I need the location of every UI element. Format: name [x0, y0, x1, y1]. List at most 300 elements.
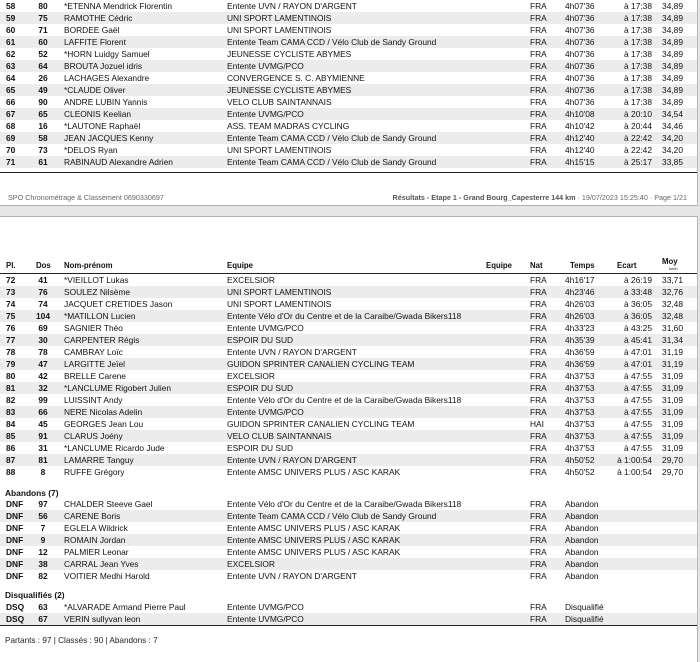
- cell-nat: FRA: [530, 73, 547, 83]
- cell-moy: 31,09: [662, 395, 683, 405]
- cell-pl: 72: [6, 275, 16, 285]
- cell-eq: ESPOIR DU SUD: [227, 443, 294, 453]
- cell-nom: RUFFE Grégory: [64, 467, 125, 477]
- cell-eq: VELO CLUB SAINTANNAIS: [227, 97, 332, 107]
- footer-date-page: · 19/07/2023 15:25:40 · Page 1/21: [575, 193, 687, 202]
- cell-ecart: à 33:48: [624, 287, 652, 297]
- table-row: [0, 358, 697, 370]
- cell-temps: 4h33'23: [565, 323, 595, 333]
- table-row: [0, 132, 697, 144]
- cell-nom: EGLELA Wildrick: [64, 523, 128, 533]
- cell-eq: Entente UVMG/PCO: [227, 323, 304, 333]
- cell-nom: *LANCLUME Ricardo Jude: [64, 443, 165, 453]
- cell-moy: 31,09: [662, 407, 683, 417]
- cell-eq: Entente Team CAMA CCD / Vélo Club de Sandy Ground: [227, 157, 437, 167]
- footer-page-info: [393, 192, 687, 204]
- cell-ecart: à 26:19: [624, 275, 652, 285]
- cell-eq: Entente AMSC UNIVERS PLUS / ASC KARAK: [227, 523, 401, 533]
- cell-ecart: à 17:38: [624, 49, 652, 59]
- cell-pl: 80: [6, 371, 16, 381]
- table-row: [0, 84, 697, 96]
- cell-temps: 4h07'36: [565, 13, 595, 23]
- cell-nat: FRA: [530, 547, 547, 557]
- cell-temps: 4h07'36: [565, 97, 595, 107]
- table-row: [0, 346, 697, 358]
- cell-pl: DNF: [6, 523, 24, 533]
- cell-temps: 4h37'53: [565, 431, 595, 441]
- cell-pl: DNF: [6, 547, 24, 557]
- cell-eq: Entente UVN / RAYON D'ARGENT: [227, 347, 357, 357]
- page-footer: [0, 192, 697, 204]
- cell-pl: 85: [6, 431, 16, 441]
- table-row: [0, 546, 697, 558]
- cell-dos: 66: [38, 407, 48, 417]
- cell-temps: 4h15'15: [565, 157, 595, 167]
- cell-eq: Entente UVMG/PCO: [227, 109, 304, 119]
- cell-moy: 34,20: [662, 133, 683, 143]
- table-row: [0, 36, 697, 48]
- cell-moy: 31,09: [662, 431, 683, 441]
- table-header: [0, 258, 697, 274]
- cell-dos: 99: [38, 395, 48, 405]
- cell-nom: VOITIER Medhi Harold: [64, 571, 150, 581]
- cell-nat: FRA: [530, 335, 547, 345]
- cell-nom: CAMBRAY Loïc: [64, 347, 123, 357]
- cell-temps: Abandon: [565, 511, 599, 521]
- cell-dos: 16: [38, 121, 48, 131]
- cell-moy: 29,70: [662, 455, 683, 465]
- cell-eq: Entente UVN / RAYON D'ARGENT: [227, 571, 357, 581]
- cell-nom: PALMIER Leonar: [64, 547, 129, 557]
- cell-pl: 58: [6, 1, 16, 11]
- cell-moy: 31,60: [662, 323, 683, 333]
- table-row: [0, 418, 697, 430]
- cell-nom: JEAN JACQUES Kenny: [64, 133, 154, 143]
- cell-temps: 4h36'59: [565, 347, 595, 357]
- cell-nom: GEORGES Jean Lou: [64, 419, 144, 429]
- table-row: [0, 156, 697, 168]
- cell-eq: Entente Team CAMA CCD / Vélo Club de Sandy Ground: [227, 511, 437, 521]
- cell-eq: UNI SPORT LAMENTINOIS: [227, 287, 332, 297]
- cell-nat: FRA: [530, 49, 547, 59]
- cell-ecart: à 47:55: [624, 371, 652, 381]
- cell-dos: 9: [40, 535, 46, 545]
- cell-nom: LUISSINT Andy: [64, 395, 123, 405]
- cell-temps: Abandon: [565, 559, 599, 569]
- cell-temps: 4h26'03: [565, 311, 595, 321]
- abandons-title: Abandons (7): [5, 488, 59, 498]
- cell-eq: JEUNESSE CYCLISTE ABYMES: [227, 85, 352, 95]
- cell-nat: FRA: [530, 13, 547, 23]
- cell-nom: LACHAGES Alexandre: [64, 73, 150, 83]
- cell-moy: 34,89: [662, 13, 683, 23]
- cell-eq: ESPOIR DU SUD: [227, 335, 294, 345]
- cell-nat: FRA: [530, 383, 547, 393]
- cell-temps: Abandon: [565, 547, 599, 557]
- cell-moy: 34,54: [662, 109, 683, 119]
- cell-pl: 68: [6, 121, 16, 131]
- cell-eq: Entente UVN / RAYON D'ARGENT: [227, 1, 357, 11]
- cell-ecart: à 47:55: [624, 431, 652, 441]
- cell-pl: DNF: [6, 499, 24, 509]
- header-moy-unit: km/h: [668, 266, 678, 271]
- cell-dos: 47: [38, 359, 48, 369]
- cell-eq: Entente Vélo d'Or du Centre et de la Caraibe/Gwada Bikers118: [227, 499, 462, 509]
- cell-pl: 75: [6, 311, 16, 321]
- header-equipe: Equipe: [227, 261, 253, 270]
- cell-nat: FRA: [530, 157, 547, 167]
- cell-pl: 60: [6, 25, 16, 35]
- cell-dos: 12: [38, 547, 48, 557]
- cell-nom: BROUTA Jozuel idris: [64, 61, 143, 71]
- cell-nom: CARRAL Jean Yves: [64, 559, 139, 569]
- cell-pl: DSQ: [6, 602, 25, 612]
- cell-nat: FRA: [530, 133, 547, 143]
- cell-eq: EXCELSIOR: [227, 559, 275, 569]
- table-row: [0, 570, 697, 582]
- cell-pl: 63: [6, 61, 16, 71]
- header-pl: Pl.: [6, 261, 16, 270]
- cell-nat: FRA: [530, 559, 547, 569]
- table-end-rule: [0, 625, 697, 626]
- cell-temps: 4h37'53: [565, 383, 595, 393]
- cell-nom: SAGNIER Théo: [64, 323, 123, 333]
- cell-dos: 74: [38, 299, 48, 309]
- cell-moy: 33,71: [662, 275, 683, 285]
- disqualified-table: [0, 601, 697, 625]
- cell-moy: 32,76: [662, 287, 683, 297]
- cell-pl: 83: [6, 407, 16, 417]
- cell-nom: ROMAIN Jordan: [64, 535, 126, 545]
- table-row: [0, 466, 697, 478]
- table-row: [0, 534, 697, 546]
- cell-temps: 4h23'46: [565, 287, 595, 297]
- cell-nat: FRA: [530, 145, 547, 155]
- cell-nat: FRA: [530, 431, 547, 441]
- cell-ecart: à 47:55: [624, 419, 652, 429]
- cell-nat: FRA: [530, 1, 547, 11]
- cell-pl: 65: [6, 85, 16, 95]
- cell-dos: 38: [38, 559, 48, 569]
- cell-nom: LAMARRE Tanguy: [64, 455, 134, 465]
- cell-nat: FRA: [530, 467, 547, 477]
- cell-dos: 82: [38, 571, 48, 581]
- cell-temps: 4h07'36: [565, 61, 595, 71]
- cell-moy: 31,34: [662, 335, 683, 345]
- cell-dos: 69: [38, 323, 48, 333]
- cell-temps: 4h12'40: [565, 145, 595, 155]
- cell-nat: FRA: [530, 602, 547, 612]
- cell-eq: Entente UVMG/PCO: [227, 407, 304, 417]
- cell-dos: 42: [38, 371, 48, 381]
- header-moy: [662, 258, 678, 271]
- cell-ecart: à 47:55: [624, 383, 652, 393]
- cell-temps: 4h26'03: [565, 299, 595, 309]
- results-page-1: [0, 0, 698, 206]
- cell-temps: 4h07'36: [565, 49, 595, 59]
- cell-eq: UNI SPORT LAMENTINOIS: [227, 25, 332, 35]
- cell-nat: FRA: [530, 37, 547, 47]
- cell-eq: Entente AMSC UNIVERS PLUS / ASC KARAK: [227, 467, 401, 477]
- cell-pl: 86: [6, 443, 16, 453]
- cell-temps: Abandon: [565, 523, 599, 533]
- cell-dos: 31: [38, 443, 48, 453]
- cell-moy: 34,89: [662, 37, 683, 47]
- cell-temps: 4h50'52: [565, 467, 595, 477]
- cell-dos: 7: [40, 523, 46, 533]
- footer-timer-credit: SPO Chronométrage & Classement 0690330697: [8, 193, 164, 202]
- cell-temps: 4h16'17: [565, 275, 595, 285]
- cell-nat: FRA: [530, 275, 547, 285]
- cell-pl: 70: [6, 145, 16, 155]
- cell-dos: 78: [38, 347, 48, 357]
- cell-ecart: à 1:00:54: [617, 467, 652, 477]
- cell-ecart: à 17:38: [624, 25, 652, 35]
- cell-nom: CHALDER Steeve Gael: [64, 499, 153, 509]
- cell-nom: RAMOTHE Cédric: [64, 13, 133, 23]
- cell-ecart: à 22:42: [624, 133, 652, 143]
- cell-ecart: à 47:01: [624, 359, 652, 369]
- cell-eq: Entente Team CAMA CCD / Vélo Club de Sandy Ground: [227, 133, 437, 143]
- cell-moy: 34,89: [662, 61, 683, 71]
- cell-dos: 41: [38, 275, 48, 285]
- results-table-page-2: [0, 274, 697, 478]
- cell-pl: 88: [6, 467, 16, 477]
- cell-ecart: à 47:55: [624, 407, 652, 417]
- table-row: [0, 60, 697, 72]
- cell-pl: 76: [6, 323, 16, 333]
- cell-nat: FRA: [530, 25, 547, 35]
- cell-nom: CLEONIS Keelian: [64, 109, 132, 119]
- table-row: [0, 274, 697, 286]
- cell-moy: 34,20: [662, 145, 683, 155]
- table-row: [0, 286, 697, 298]
- cell-eq: GUIDON SPRINTER CANALIEN CYCLING TEAM: [227, 419, 415, 429]
- cell-moy: 34,89: [662, 1, 683, 11]
- cell-moy: 31,09: [662, 419, 683, 429]
- cell-nom: BRELLE Carene: [64, 371, 126, 381]
- cell-pl: DNF: [6, 571, 24, 581]
- cell-nat: FRA: [530, 407, 547, 417]
- cell-pl: DSQ: [6, 614, 25, 624]
- cell-nom: *LANCLUME Rigobert Julien: [64, 383, 172, 393]
- cell-temps: 4h37'53: [565, 407, 595, 417]
- cell-nat: FRA: [530, 323, 547, 333]
- cell-nom: *DELOS Ryan: [64, 145, 118, 155]
- cell-nom: CARPENTER Régis: [64, 335, 140, 345]
- cell-ecart: à 47:01: [624, 347, 652, 357]
- cell-nat: FRA: [530, 287, 547, 297]
- cell-ecart: à 17:38: [624, 37, 652, 47]
- cell-temps: 4h07'36: [565, 25, 595, 35]
- cell-nat: FRA: [530, 61, 547, 71]
- cell-ecart: à 20:44: [624, 121, 652, 131]
- cell-moy: 31,19: [662, 347, 683, 357]
- cell-nat: FRA: [530, 311, 547, 321]
- cell-temps: Disqualifié: [565, 602, 604, 612]
- cell-nat: FRA: [530, 395, 547, 405]
- cell-dos: 60: [38, 37, 48, 47]
- cell-eq: VELO CLUB SAINTANNAIS: [227, 431, 332, 441]
- cell-eq: EXCELSIOR: [227, 275, 275, 285]
- table-row: [0, 406, 697, 418]
- cell-dos: 104: [36, 311, 50, 321]
- cell-moy: 31,09: [662, 371, 683, 381]
- cell-dos: 97: [38, 499, 48, 509]
- table-row: [0, 322, 697, 334]
- table-row: [0, 510, 697, 522]
- table-row: [0, 96, 697, 108]
- cell-temps: 4h07'36: [565, 1, 595, 11]
- cell-temps: 4h07'36: [565, 85, 595, 95]
- cell-moy: 32,48: [662, 311, 683, 321]
- cell-eq: Entente Vélo d'Or du Centre et de la Caraibe/Gwada Bikers118: [227, 311, 462, 321]
- cell-eq: Entente Vélo d'Or du Centre et de la Caraibe/Gwada Bikers118: [227, 395, 462, 405]
- cell-nom: VERIN sullyvan leon: [64, 614, 141, 624]
- cell-ecart: à 17:38: [624, 61, 652, 71]
- cell-pl: 87: [6, 455, 16, 465]
- table-row: [0, 108, 697, 120]
- table-row: [0, 558, 697, 570]
- cell-dos: 45: [38, 419, 48, 429]
- cell-eq: CONVERGENCE S. C. ABYMIENNE: [227, 73, 365, 83]
- cell-eq: ESPOIR DU SUD: [227, 383, 294, 393]
- cell-ecart: à 43:25: [624, 323, 652, 333]
- cell-pl: 77: [6, 335, 16, 345]
- header-equipe-2: Equipe: [486, 261, 512, 270]
- cell-nat: FRA: [530, 455, 547, 465]
- table-row: [0, 442, 697, 454]
- cell-nom: SOULEZ Nilsème: [64, 287, 131, 297]
- cell-eq: Entente AMSC UNIVERS PLUS / ASC KARAK: [227, 535, 401, 545]
- cell-temps: 4h10'42: [565, 121, 595, 131]
- cell-pl: 74: [6, 299, 16, 309]
- cell-moy: 31,09: [662, 443, 683, 453]
- cell-nom: JACQUET CRETIDES Jason: [64, 299, 173, 309]
- cell-ecart: à 25:17: [624, 157, 652, 167]
- header-temps: Temps: [570, 261, 595, 270]
- cell-moy: 33,85: [662, 157, 683, 167]
- table-row: [0, 613, 697, 625]
- cell-temps: Abandon: [565, 535, 599, 545]
- cell-nat: FRA: [530, 614, 547, 624]
- cell-nat: FRA: [530, 85, 547, 95]
- cell-eq: UNI SPORT LAMENTINOIS: [227, 13, 332, 23]
- cell-moy: 34,89: [662, 73, 683, 83]
- table-row: [0, 394, 697, 406]
- cell-nom: CARENE Boris: [64, 511, 121, 521]
- cell-ecart: à 36:05: [624, 311, 652, 321]
- cell-dos: 30: [38, 335, 48, 345]
- cell-temps: 4h07'36: [565, 37, 595, 47]
- table-row: [0, 298, 697, 310]
- cell-nom: CLARUS Joény: [64, 431, 123, 441]
- cell-temps: 4h12'40: [565, 133, 595, 143]
- table-row: [0, 24, 697, 36]
- header-ecart: Ecart: [617, 261, 637, 270]
- cell-dos: 49: [38, 85, 48, 95]
- cell-moy: 34,46: [662, 121, 683, 131]
- cell-temps: 4h37'53: [565, 443, 595, 453]
- cell-dos: 71: [38, 25, 48, 35]
- footer-race-title: Résultats - Etape 1 - Grand Bourg_Capesterre 144 km: [392, 193, 576, 202]
- cell-pl: 73: [6, 287, 16, 297]
- cell-nat: FRA: [530, 97, 547, 107]
- cell-nom: *LAUTONE Raphaël: [64, 121, 141, 131]
- cell-eq: Entente UVMG/PCO: [227, 602, 304, 612]
- header-nat: Nat: [530, 261, 543, 270]
- cell-nom: *CLAUDE Oliver: [64, 85, 126, 95]
- cell-moy: 34,89: [662, 85, 683, 95]
- cell-eq: Entente AMSC UNIVERS PLUS / ASC KARAK: [227, 547, 401, 557]
- cell-ecart: à 17:38: [624, 73, 652, 83]
- cell-dos: 61: [38, 157, 48, 167]
- table-bottom-rule: [0, 172, 697, 173]
- cell-dos: 73: [38, 145, 48, 155]
- cell-temps: 4h37'53: [565, 371, 595, 381]
- table-row: [0, 370, 697, 382]
- cell-ecart: à 1:00:54: [617, 455, 652, 465]
- table-row: [0, 498, 697, 510]
- cell-dos: 32: [38, 383, 48, 393]
- header-moy-label: Moy: [662, 257, 678, 266]
- cell-dos: 67: [38, 614, 48, 624]
- cell-moy: 34,89: [662, 25, 683, 35]
- cell-moy: 34,89: [662, 49, 683, 59]
- cell-temps: 4h50'52: [565, 455, 595, 465]
- cell-ecart: à 47:55: [624, 395, 652, 405]
- cell-nat: FRA: [530, 535, 547, 545]
- cell-pl: 71: [6, 157, 16, 167]
- cell-nat: FRA: [530, 299, 547, 309]
- cell-ecart: à 47:55: [624, 443, 652, 453]
- cell-pl: 66: [6, 97, 16, 107]
- cell-dos: 90: [38, 97, 48, 107]
- cell-eq: JEUNESSE CYCLISTE ABYMES: [227, 49, 352, 59]
- table-row: [0, 310, 697, 322]
- cell-ecart: à 36:05: [624, 299, 652, 309]
- cell-eq: UNI SPORT LAMENTINOIS: [227, 299, 332, 309]
- cell-pl: 62: [6, 49, 16, 59]
- cell-pl: 69: [6, 133, 16, 143]
- cell-pl: 64: [6, 73, 16, 83]
- cell-nat: FRA: [530, 359, 547, 369]
- cell-eq: GUIDON SPRINTER CANALIEN CYCLING TEAM: [227, 359, 415, 369]
- cell-nat: FRA: [530, 121, 547, 131]
- cell-dos: 65: [38, 109, 48, 119]
- cell-pl: 81: [6, 383, 16, 393]
- cell-dos: 52: [38, 49, 48, 59]
- cell-dos: 76: [38, 287, 48, 297]
- cell-temps: Disqualifié: [565, 614, 604, 624]
- table-row: [0, 601, 697, 613]
- cell-eq: EXCELSIOR: [227, 371, 275, 381]
- cell-nat: FRA: [530, 499, 547, 509]
- table-row: [0, 0, 697, 12]
- cell-ecart: à 17:38: [624, 13, 652, 23]
- cell-temps: 4h37'53: [565, 419, 595, 429]
- cell-pl: DNF: [6, 535, 24, 545]
- cell-nat: HAI: [530, 419, 544, 429]
- cell-nom: ANDRE LUBIN Yannis: [64, 97, 148, 107]
- cell-moy: 31,09: [662, 383, 683, 393]
- table-row: [0, 48, 697, 60]
- cell-temps: Abandon: [565, 499, 599, 509]
- table-row: [0, 144, 697, 156]
- table-row: [0, 334, 697, 346]
- cell-nom: LAFFITE Florent: [64, 37, 126, 47]
- cell-eq: ASS. TEAM MADRAS CYCLING: [227, 121, 350, 131]
